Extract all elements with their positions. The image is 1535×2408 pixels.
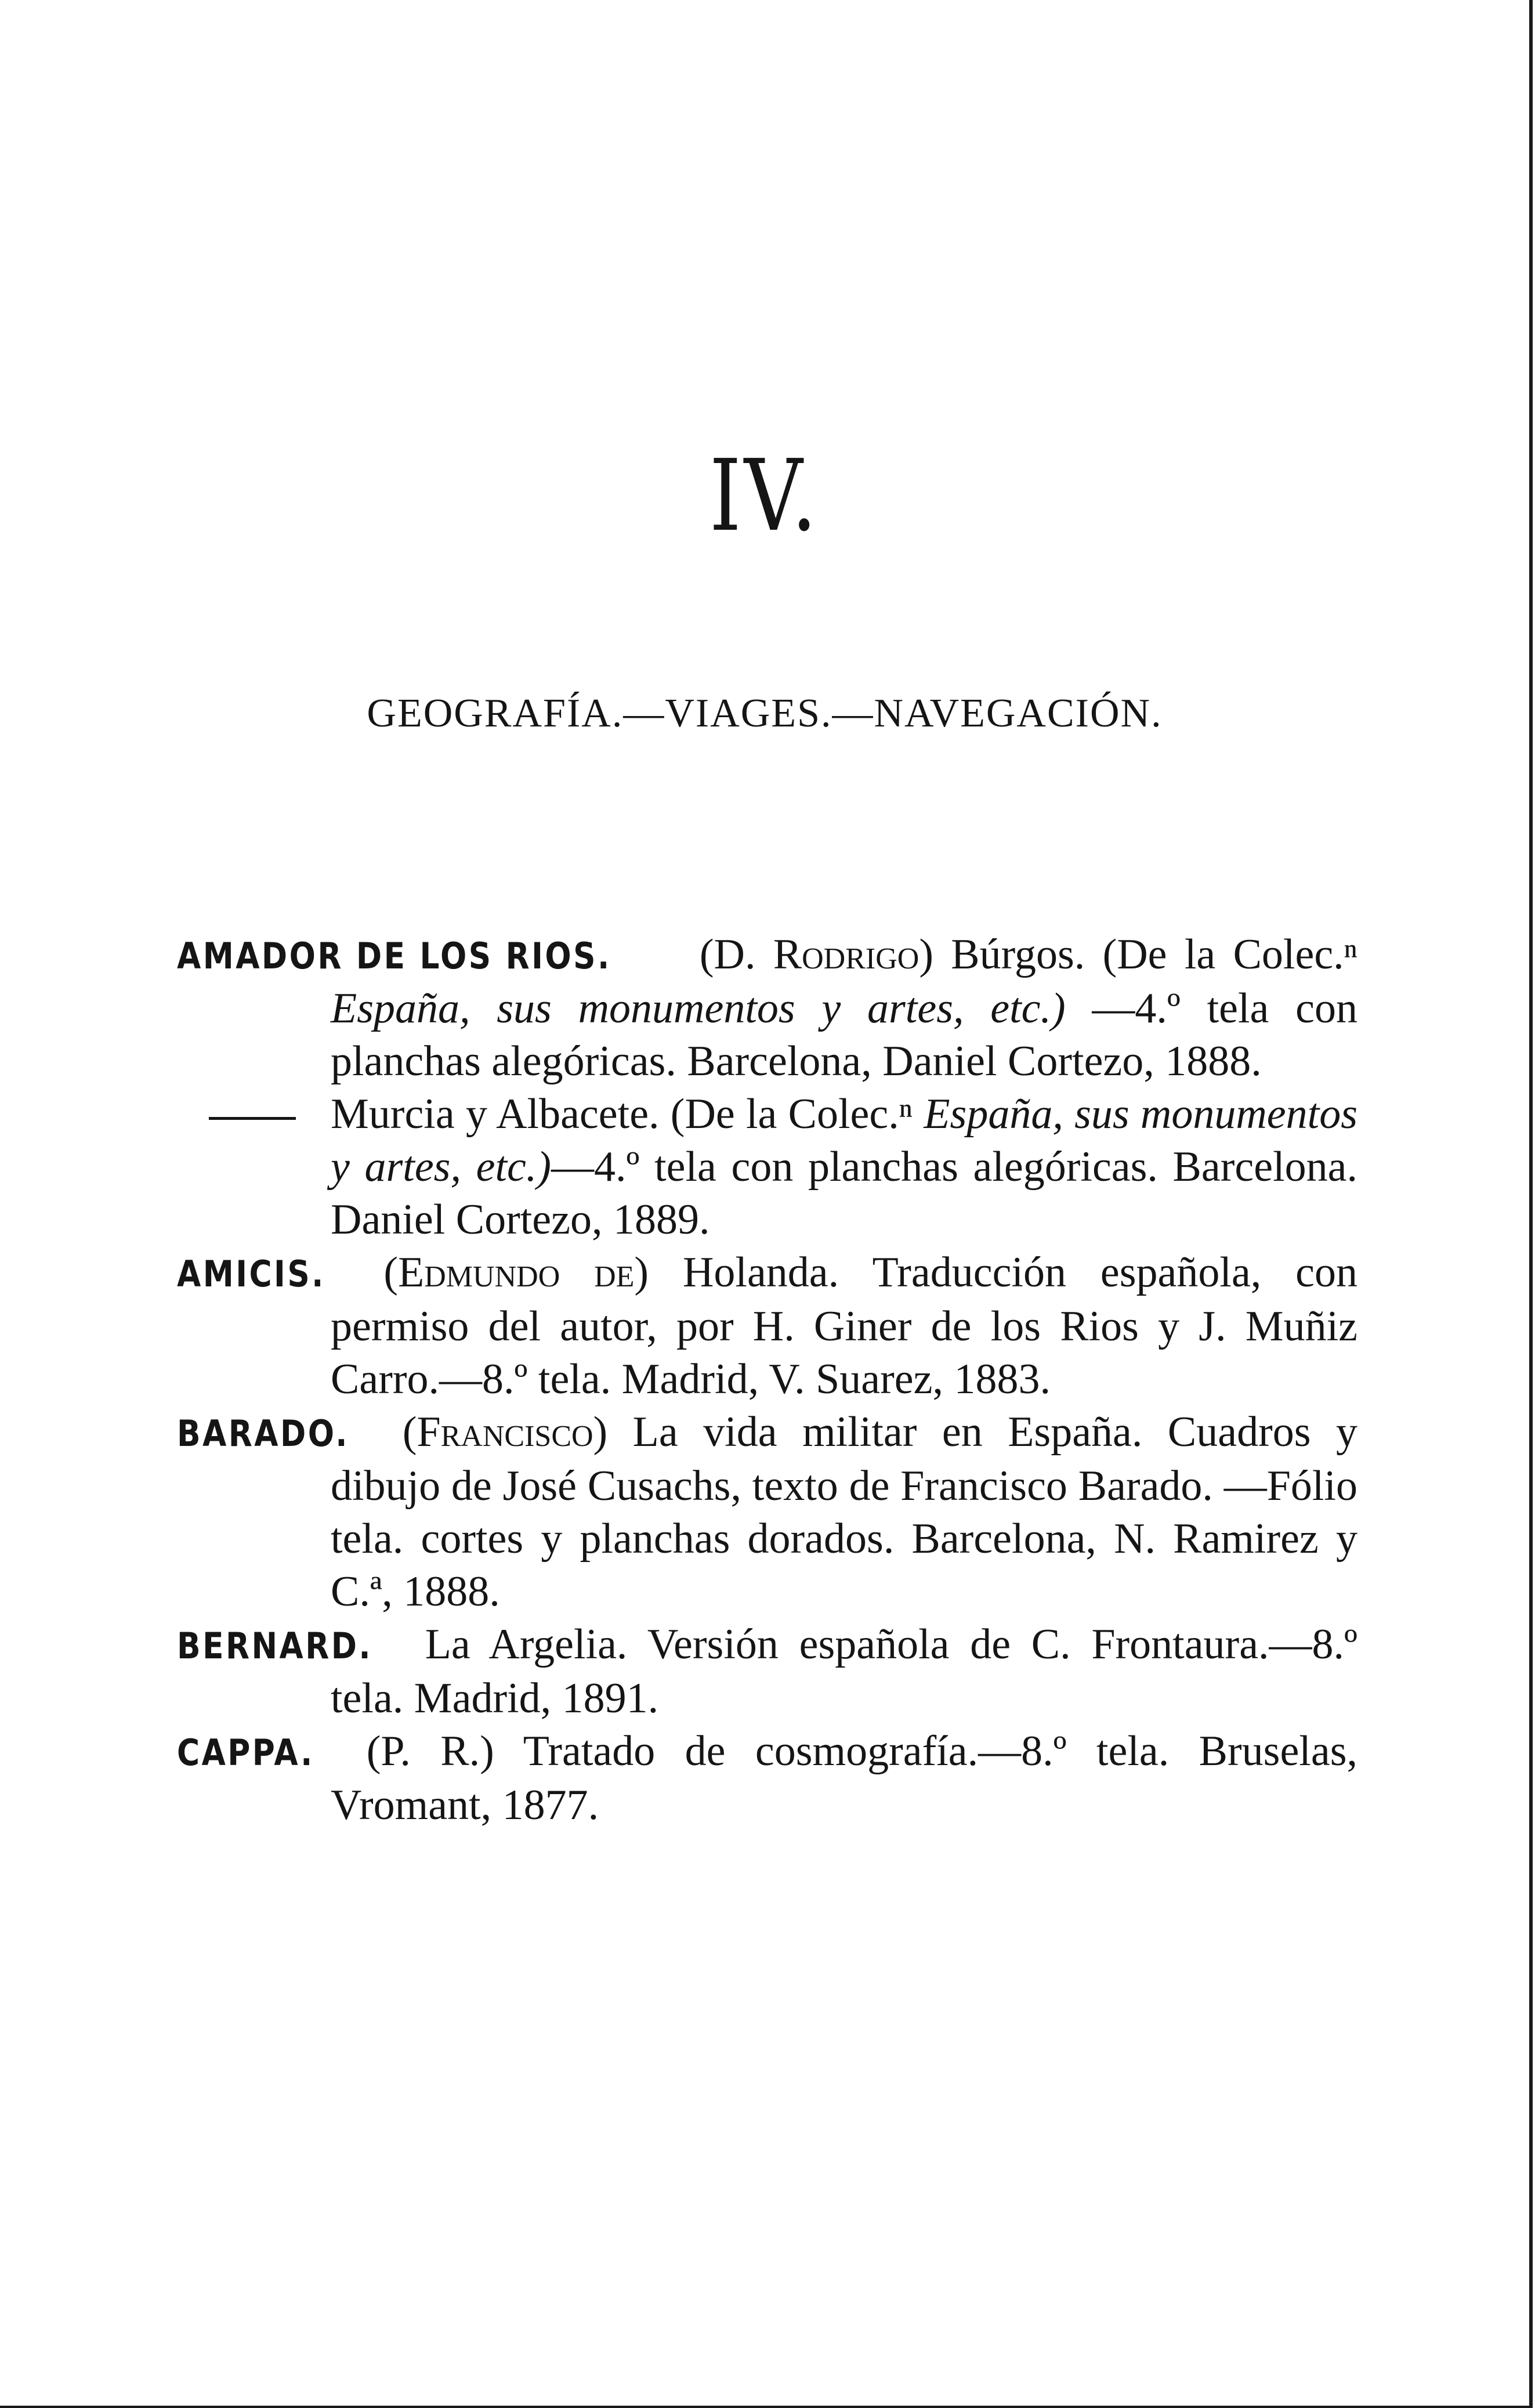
entry-author: BARADO. bbox=[177, 1412, 349, 1455]
entry-author-given-name: (Edmundo de) bbox=[383, 1249, 649, 1296]
bibliography-entry bbox=[177, 1406, 1357, 1618]
entry-author-given-name: (Francisco) bbox=[402, 1408, 608, 1456]
entry-text: Holanda. Traducción española, con permiso del autor, por H. Giner de los Rios y J. Muñiz Carro.—8.º tela. Madrid, V. Suarez, 1883. bbox=[331, 1249, 1357, 1403]
entry-text: Murcia y Albacete. (De la Colec.ⁿ bbox=[331, 1090, 924, 1138]
entry-text: La Argelia. Versión española de C. Frontaura.—8.º tela. Madrid, 1891. bbox=[331, 1621, 1357, 1722]
ditto-dash bbox=[209, 1117, 296, 1120]
bibliography-entry bbox=[177, 1088, 1357, 1246]
entry-author: CAPPA. bbox=[177, 1731, 314, 1774]
bibliography-entries bbox=[177, 928, 1357, 1832]
bibliography-entry bbox=[177, 928, 1357, 1088]
bibliography-entry bbox=[177, 1246, 1357, 1406]
entry-author: AMADOR DE LOS RIOS. bbox=[177, 935, 611, 977]
entry-text: La vida militar en España. Cuadros y dibujo de José Cusachs, texto de Francisco Barado. —Fólio tela. cortes y planchas dorados. Barcelona, N. Ramirez y C.ª, 1888. bbox=[331, 1408, 1357, 1615]
entry-text: Búrgos. (De la Colec.ⁿ bbox=[933, 931, 1357, 978]
entry-series-title: España, sus monumentos y artes, etc.) bbox=[331, 985, 1066, 1032]
entry-author: BERNARD. bbox=[177, 1625, 373, 1667]
entry-author: AMICIS. bbox=[177, 1253, 325, 1295]
entry-text: —4.º tela con planchas alegóricas. Barcelona, Daniel Cortezo, 1888. bbox=[331, 985, 1357, 1085]
entry-text: —4.º tela con planchas alegóricas. Barcelona. Daniel Cortezo, 1889. bbox=[331, 1143, 1357, 1243]
entry-series-title: España, sus monumentos y artes, etc.) bbox=[331, 1090, 1357, 1191]
entry-text: (P. R.) Tratado de cosmografía.—8.º tela. Bruselas, Vromant, 1877. bbox=[331, 1727, 1357, 1829]
entry-author-given-name: (D. Rodrigo) bbox=[699, 931, 933, 978]
bibliography-entry bbox=[177, 1618, 1357, 1725]
bibliography-entry bbox=[177, 1725, 1357, 1832]
section-heading: GEOGRAFÍA.—VIAGES.—NAVEGACIÓN. bbox=[367, 691, 1163, 736]
chapter-numeral: IV. bbox=[709, 439, 820, 554]
